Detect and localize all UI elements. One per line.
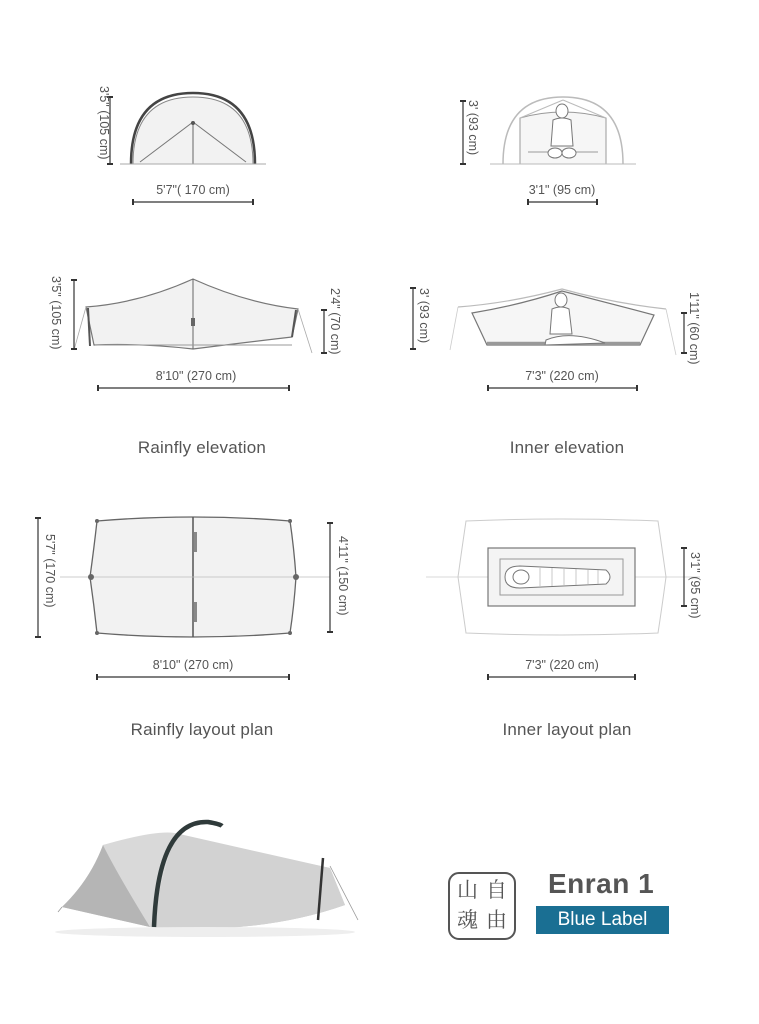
rainfly-layout-caption: Rainfly layout plan [130,720,274,739]
inner-front-width-dim [527,183,598,205]
seal-logo-icon [448,872,516,940]
inner-side-diagram [450,289,676,355]
inner-front-height-dim [460,100,480,165]
inner-front-diagram [490,97,636,164]
tent-photo-icon [55,822,358,937]
seal-char: 魂 [457,908,478,932]
seal-char: 自 [486,878,507,902]
product-name: Enran 1 [548,868,655,899]
rainfly-side-right-dim [321,288,342,355]
inner-plan-length-dim [487,658,636,680]
inner-layout-caption: Inner layout plan [502,720,632,739]
inner-side-length-dim [487,369,638,391]
inner-side-right-dim [681,292,701,365]
inner-elevation-caption: Inner elevation [509,438,625,457]
blue-label-badge: Blue Label [536,906,669,934]
inner-side-length-label: 7'3" (220 cm) [525,369,599,383]
rainfly-front-height-label: 3'5" (105 cm) [97,86,111,160]
rainfly-plan-left-width-label: 5'7" (170 cm) [43,534,57,608]
rainfly-plan-right-width-label: 4'11" (150 cm) [336,536,350,616]
inner-side-right-height-label: 1'11" (60 cm) [687,292,701,365]
rainfly-elevation-caption: Rainfly elevation [137,438,267,457]
seal-char: 山 [457,878,478,902]
inner-side-left-dim [410,287,431,350]
rainfly-plan-right-dim [327,522,350,633]
rainfly-side-left-dim [49,276,77,350]
inner-plan-width-label: 3'1" (95 cm) [688,552,702,619]
rainfly-side-diagram [74,279,312,353]
rainfly-side-left-height-label: 3'5" (105 cm) [49,276,63,350]
rainfly-plan-diagram [60,517,330,637]
seal-char: 由 [486,908,507,932]
inner-plan-length-label: 7'3" (220 cm) [525,658,599,672]
rainfly-front-width-dim [132,183,254,205]
rainfly-side-length-dim [97,369,290,391]
rainfly-front-diagram [120,93,266,164]
inner-front-width-label: 3'1" (95 cm) [528,183,596,197]
rainfly-plan-length-dim [96,658,290,680]
inner-front-height-label: 3' (93 cm) [466,100,480,156]
rainfly-plan-length-label: 8'10" (270 cm) [152,658,234,672]
rainfly-front-width-label: 5'7"( 170 cm) [156,183,230,197]
rainfly-side-length-label: 8'10" (270 cm) [155,369,237,383]
rainfly-side-right-height-label: 2'4" (70 cm) [328,288,342,355]
inner-side-left-height-label: 3' (93 cm) [417,288,431,344]
inner-plan-diagram [426,519,700,635]
rainfly-front-height-dim [97,86,113,165]
rainfly-plan-left-dim [35,517,57,638]
inner-plan-width-dim [681,547,702,619]
